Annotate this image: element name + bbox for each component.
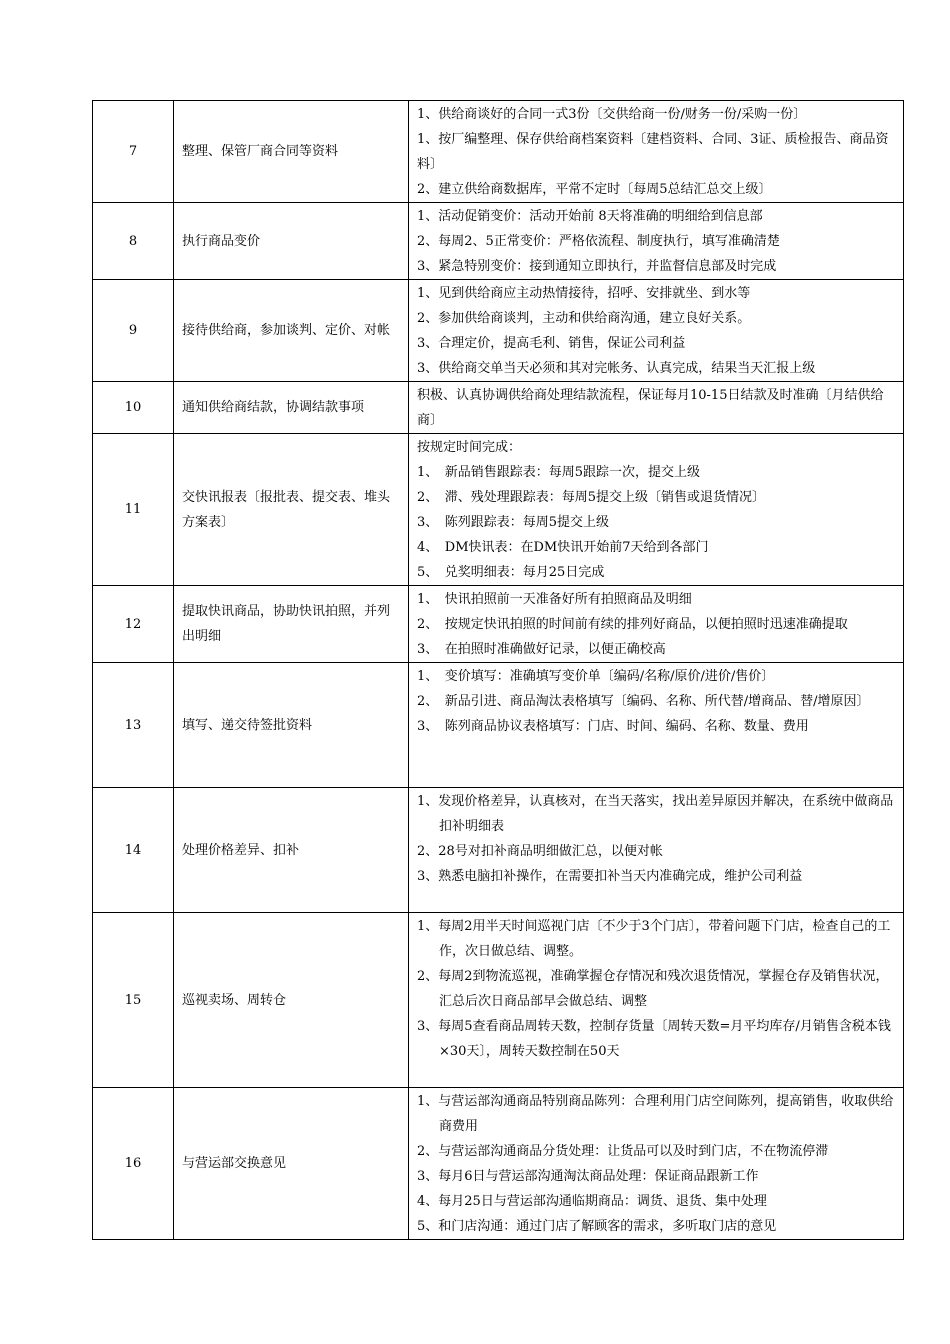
duty-table-body [93,101,904,1240]
task-description [409,280,904,382]
description-line: 3、熟悉电脑扣补操作，在需要扣补当天内准确完成，维护公司利益 [417,869,803,884]
task-name: 整理、保管厂商合同等资料 [174,101,409,203]
task-name: 执行商品变价 [174,203,409,280]
row-number: 13 [93,663,174,788]
task-description [409,203,904,280]
task-name: 交快讯报表〔报批表、提交表、堆头方案表〕 [174,434,409,586]
task-name: 与营运部交换意见 [174,1088,409,1240]
row-number: 10 [93,382,174,434]
task-description [409,382,904,434]
description-line: 2、28号对扣补商品明细做汇总，以便对帐 [417,844,663,859]
description-line: 1、 变价填写：准确填写变价单〔编码/名称/原价/进价/售价〕 [417,669,775,684]
table-row [93,203,904,280]
task-description [409,434,904,586]
description-line: 1、 新品销售跟踪表：每周5跟踪一次，提交上级 [417,465,701,480]
task-name: 提取快讯商品，协助快讯拍照，并列出明细 [174,586,409,663]
task-description [409,101,904,203]
description-line: 3、每周5查看商品周转天数，控制存货量〔周转天数=月平均库存/月销售含税本钱×30天〕，周转天数控制在50天 [417,1019,891,1059]
task-name: 填写、递交待签批资料 [174,663,409,788]
task-name: 接待供给商，参加谈判、定价、对帐 [174,280,409,382]
description-line: 5、 兑奖明细表：每月25日完成 [417,565,605,580]
description-line: 3、紧急特别变价：接到通知立即执行，并监督信息部及时完成 [417,259,777,274]
row-number: 12 [93,586,174,663]
description-line: 2、 滞、残处理跟踪表：每周5提交上级〔销售或退货情况〕 [417,490,766,505]
table-row [93,663,904,788]
row-number: 14 [93,788,174,913]
table-row [93,913,904,1088]
description-line: 按规定时间完成： [417,440,522,455]
description-line: 积极、认真协调供给商处理结款流程，保证每月10-15日结款及时准确〔月结供给商〕 [417,388,884,428]
table-row [93,1088,904,1240]
row-number: 16 [93,1088,174,1240]
table-row [93,382,904,434]
description-line: 3、 在拍照时准确做好记录，以便正确校高 [417,642,666,657]
description-line: 2、 按规定快讯拍照的时间前有续的排列好商品，以便拍照时迅速准确提取 [417,617,848,632]
description-line: 2、每周2到物流巡视，准确掌握仓存情况和残次退货情况，掌握仓存及销售状况，汇总后次日商品部早会做总结、调整 [417,969,889,1009]
table-row [93,434,904,586]
table-row [93,788,904,913]
description-line: 2、建立供给商数据库，平常不定时〔每周5总结汇总交上级〕 [417,182,772,197]
row-number: 11 [93,434,174,586]
task-name: 通知供给商结款，协调结款事项 [174,382,409,434]
table-row [93,586,904,663]
description-line: 1、 快讯拍照前一天准备好所有拍照商品及明细 [417,592,692,607]
task-description [409,913,904,1088]
table-row [93,101,904,203]
row-number: 8 [93,203,174,280]
duty-table [92,100,904,1240]
task-name: 处理价格差异、扣补 [174,788,409,913]
description-line: 2、参加供给商谈判，主动和供给商沟通，建立良好关系。 [417,311,751,326]
description-line: 2、与营运部沟通商品分货处理：让货品可以及时到门店，不在物流停滞 [417,1144,829,1159]
task-description [409,1088,904,1240]
description-line: 1、每周2用半天时间巡视门店〔不少于3个门店〕，带着问题下门店，检查自己的工作，次日做总结、调整。 [417,919,891,959]
task-description [409,788,904,913]
description-line: 1、活动促销变价：活动开始前 8天将准确的明细给到信息部 [417,209,763,224]
description-line: 1、发现价格差异，认真核对，在当天落实，找出差异原因并解决，在系统中做商品扣补明细表 [417,794,894,834]
description-line: 4、每月25日与营运部沟通临期商品：调货、退货、集中处理 [417,1194,767,1209]
description-line: 3、 陈列商品协议表格填写：门店、时间、编码、名称、数量、费用 [417,719,809,734]
description-line: 1、供给商谈好的合同一式3份〔交供给商一份/财务一份/采购一份〕 [417,107,807,122]
description-line: 1、见到供给商应主动热情接待，招呼、安排就坐、到水等 [417,286,751,301]
row-number: 7 [93,101,174,203]
description-line: 3、每月6日与营运部沟通淘汰商品处理：保证商品跟新工作 [417,1169,759,1184]
description-line: 5、和门店沟通：通过门店了解顾客的需求，多听取门店的意见 [417,1219,777,1234]
table-row [93,280,904,382]
description-line: 3、供给商交单当天必须和其对完帐务、认真完成，结果当天汇报上级 [417,361,816,376]
description-line: 2、每周2、5正常变价：严格依流程、制度执行，填写准确清楚 [417,234,780,249]
description-line: 3、合理定价，提高毛利、销售，保证公司利益 [417,336,686,351]
description-line: 3、 陈列跟踪表：每周5提交上级 [417,515,610,530]
row-number: 15 [93,913,174,1088]
task-description [409,586,904,663]
task-description [409,663,904,788]
description-line: 2、 新品引进、商品淘汰表格填写〔编码、名称、所代替/增商品、替/增原因〕 [417,694,870,709]
row-number: 9 [93,280,174,382]
description-line: 1、按厂编整理、保存供给商档案资料〔建档资料、合同、3证、质检报告、商品资料〕 [417,132,889,172]
description-line: 4、 DM快讯表：在DM快讯开始前7天给到各部门 [417,540,709,555]
task-name: 巡视卖场、周转仓 [174,913,409,1088]
description-line: 1、与营运部沟通商品特别商品陈列：合理利用门店空间陈列，提高销售，收取供给商费用 [417,1094,894,1134]
